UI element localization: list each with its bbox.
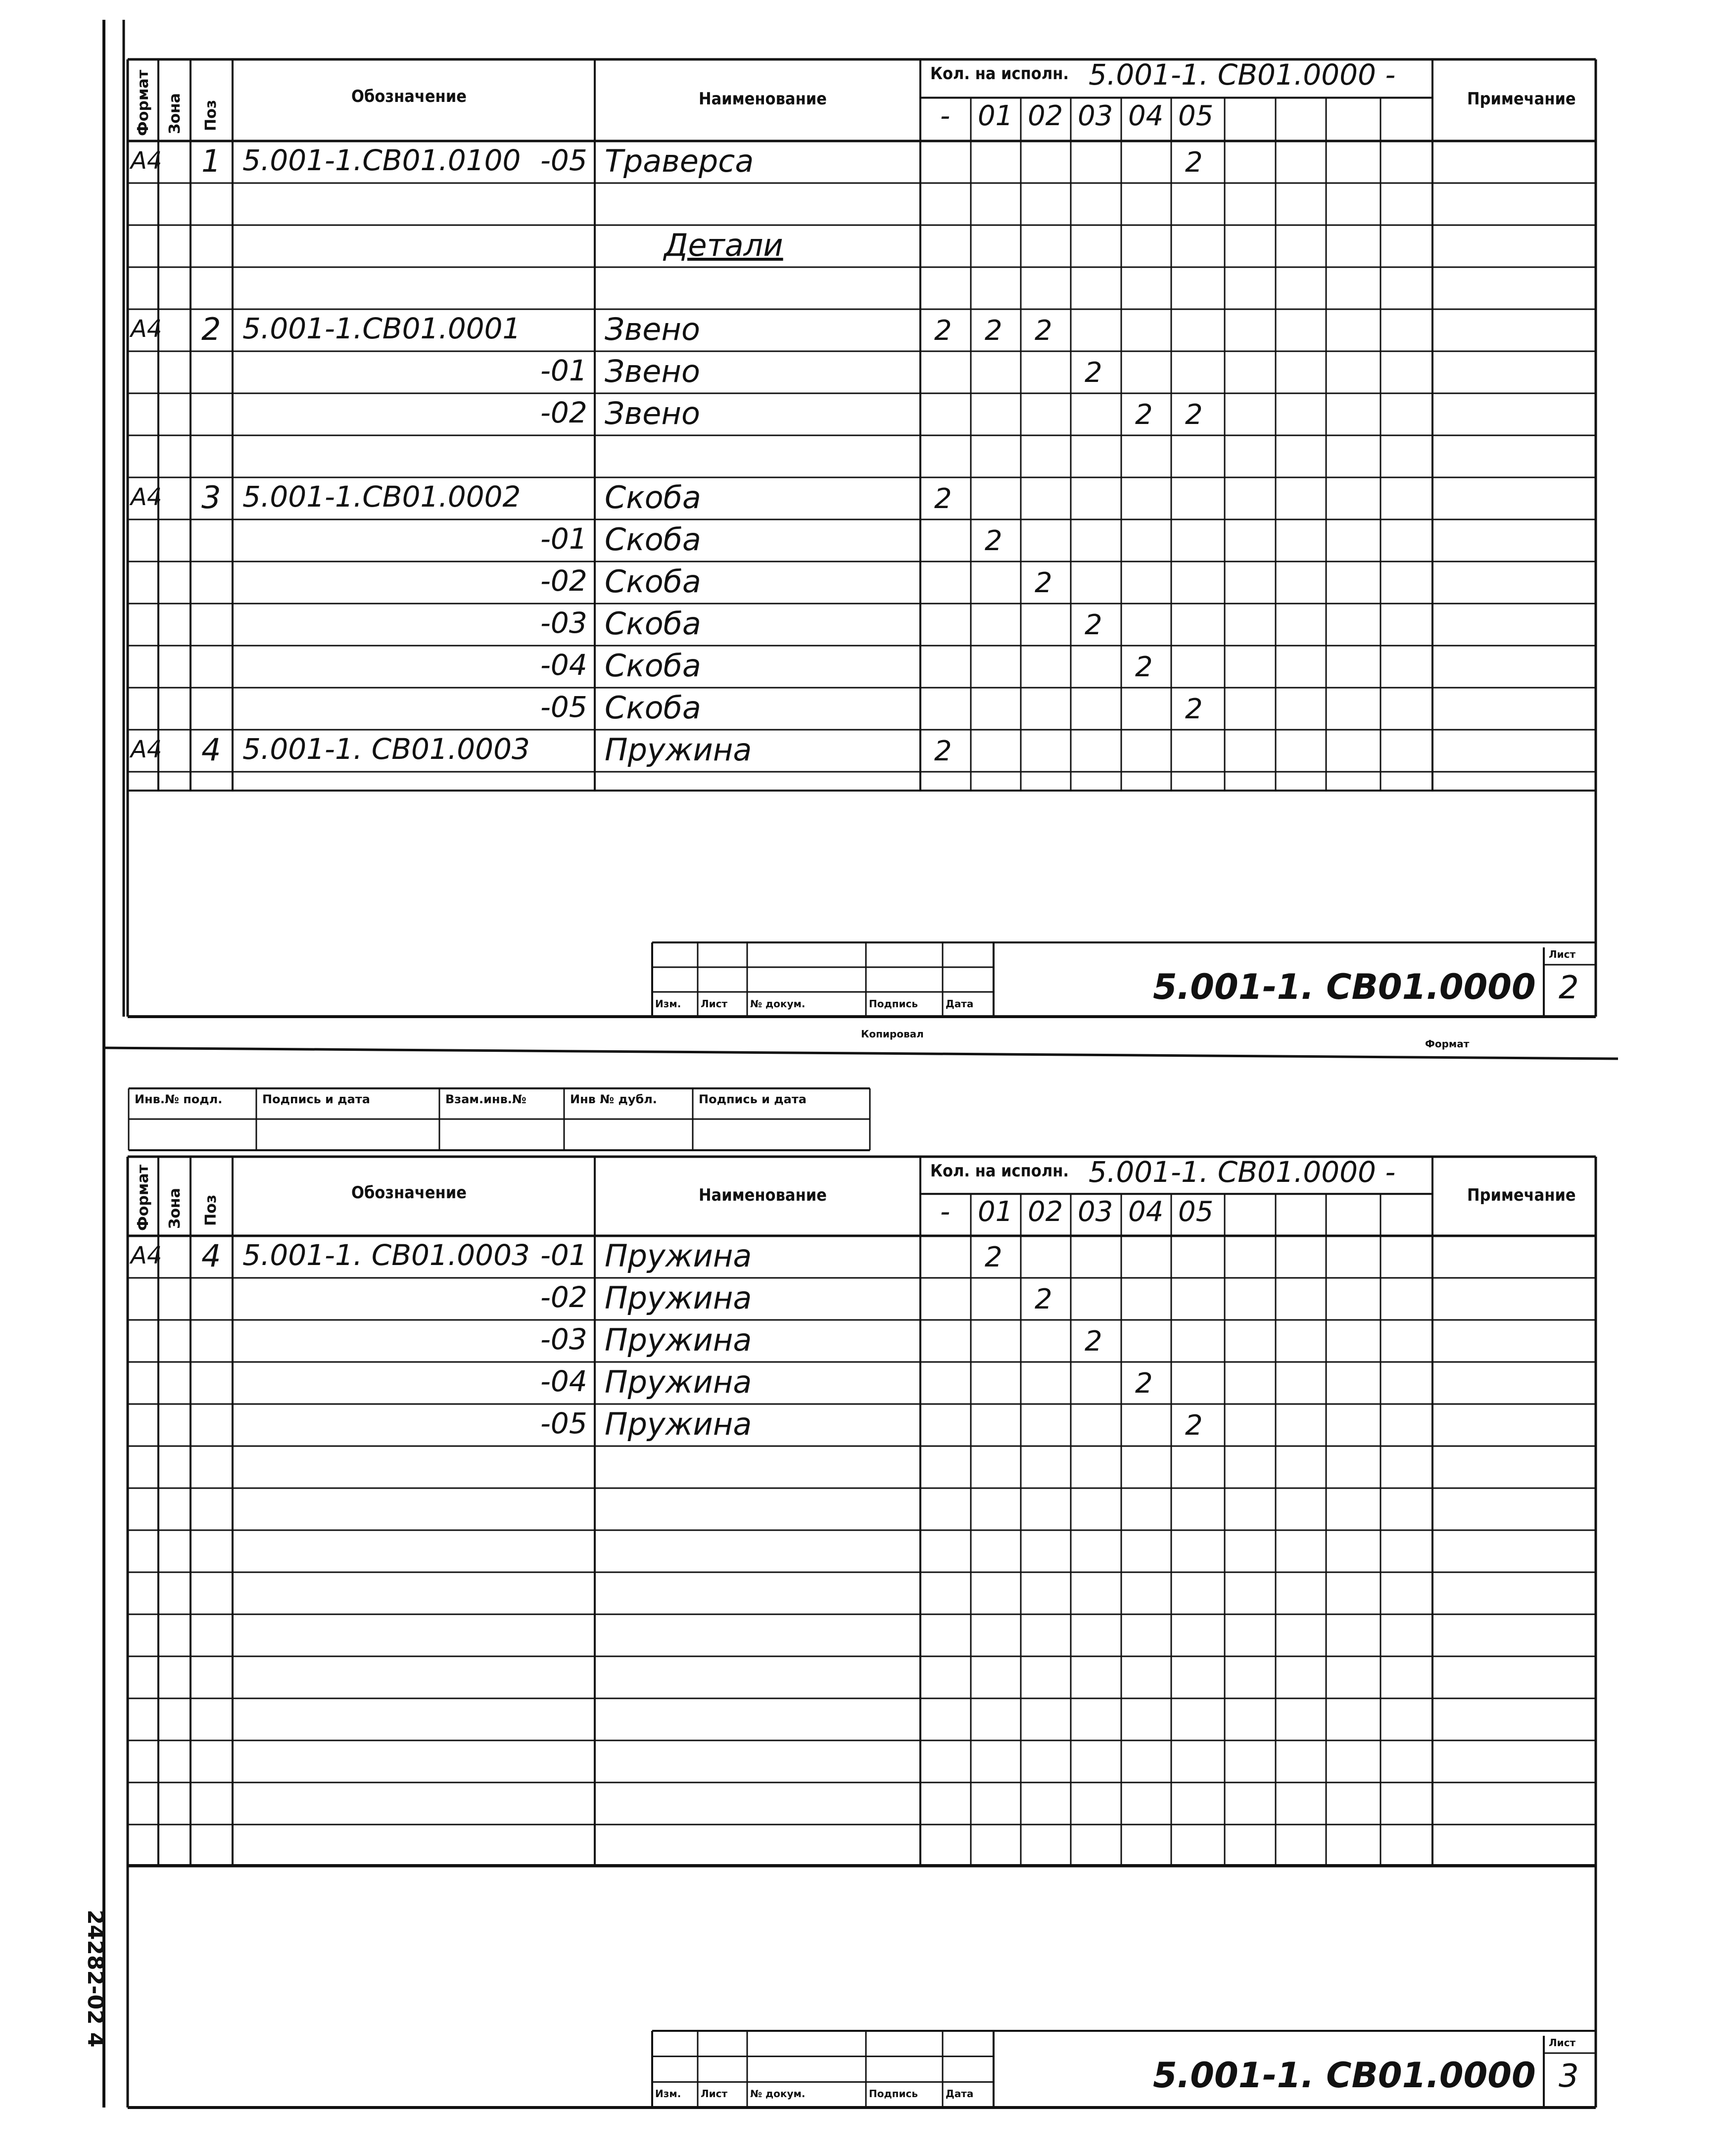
row-qty: 2 xyxy=(934,315,952,347)
header-name: Наименование xyxy=(699,89,827,109)
row-format: А4 xyxy=(131,736,162,764)
row-qty: 2 xyxy=(1185,1409,1203,1442)
row-name: Пружина xyxy=(605,1280,752,1316)
row-name: Детали xyxy=(664,227,783,264)
row-qty: 2 xyxy=(1085,609,1102,642)
row-suffix: -01 xyxy=(540,354,587,388)
variant-02: 02 xyxy=(1028,1196,1063,1228)
header-zone: Зона xyxy=(166,93,184,134)
title-block-label: № докум. xyxy=(750,2088,806,2100)
row-format: А4 xyxy=(131,147,162,175)
variant-01: 01 xyxy=(978,1196,1013,1228)
row-designation: 5.001-1. СВ01.0003 xyxy=(242,1238,530,1272)
header-zone: Зона xyxy=(166,1188,184,1229)
sheet-label: Лист xyxy=(1549,948,1576,960)
row-suffix: -05 xyxy=(540,690,587,724)
copied-label: Копировал xyxy=(861,1028,924,1040)
row-qty: 2 xyxy=(1135,1367,1153,1400)
row-name: Пружина xyxy=(605,732,752,768)
row-pos: 1 xyxy=(201,143,221,180)
sheet-label: Лист xyxy=(1549,2037,1576,2049)
row-pos: 4 xyxy=(201,732,221,768)
header-qty-label: Кол. на исполн. xyxy=(930,64,1069,84)
sheet-number: 3 xyxy=(1559,2058,1579,2095)
row-name: Звено xyxy=(605,395,700,432)
variant-05: 05 xyxy=(1178,99,1214,132)
row-pos: 4 xyxy=(201,1238,221,1274)
header-qty-label: Кол. на исполн. xyxy=(930,1161,1069,1181)
variant-03: 03 xyxy=(1078,99,1113,132)
row-qty: 2 xyxy=(1035,1283,1052,1316)
row-name: Звено xyxy=(605,311,700,348)
top-stamp-label: Взам.инв.№ xyxy=(445,1092,526,1106)
title-block-label: № докум. xyxy=(750,998,806,1010)
top-stamp-label: Инв.№ подл. xyxy=(135,1092,223,1106)
row-name: Скоба xyxy=(605,690,701,726)
row-suffix: -04 xyxy=(540,648,587,682)
row-name: Скоба xyxy=(605,563,701,600)
variant-05: 05 xyxy=(1178,1196,1214,1228)
row-format: А4 xyxy=(131,1242,162,1270)
row-pos: 2 xyxy=(201,311,221,348)
row-suffix: -01 xyxy=(540,522,587,556)
row-qty: 2 xyxy=(1185,693,1203,726)
variant-base: - xyxy=(940,99,951,132)
title-block-label: Дата xyxy=(946,998,974,1010)
header-note: Примечание xyxy=(1467,1185,1576,1205)
row-name: Звено xyxy=(605,353,700,390)
title-block-label: Изм. xyxy=(655,2088,681,2100)
row-suffix: -01 xyxy=(540,1238,587,1272)
variant-04: 04 xyxy=(1128,99,1164,132)
title-block-label: Подпись xyxy=(869,998,918,1010)
row-qty: 2 xyxy=(985,525,1002,558)
row-name: Пружина xyxy=(605,1322,752,1359)
side-registration-number: 24282-02 4 xyxy=(83,1910,108,2048)
variant-base: - xyxy=(940,1196,951,1228)
title-block-label: Лист xyxy=(701,2088,728,2100)
row-suffix: -04 xyxy=(540,1364,587,1399)
row-suffix: -03 xyxy=(540,606,587,640)
row-format: А4 xyxy=(131,483,162,512)
row-qty: 2 xyxy=(1085,357,1102,389)
row-name: Пружина xyxy=(605,1364,752,1401)
row-name: Скоба xyxy=(605,479,701,516)
row-qty: 2 xyxy=(934,735,952,768)
row-suffix: -02 xyxy=(540,1280,587,1314)
row-format: А4 xyxy=(131,315,162,343)
title-block-label: Дата xyxy=(946,2088,974,2100)
header-designation: Обозначение xyxy=(351,1183,467,1203)
row-qty: 2 xyxy=(1035,315,1052,347)
row-qty: 2 xyxy=(985,315,1002,347)
row-suffix: -05 xyxy=(540,143,587,178)
row-designation: 5.001-1.СВ01.0100 xyxy=(242,143,521,178)
rule-line xyxy=(104,1048,1618,1059)
sheet-number: 2 xyxy=(1559,970,1579,1006)
document-code: 5.001-1. СВ01.0000 xyxy=(1153,967,1536,1007)
variant-01: 01 xyxy=(978,99,1013,132)
row-qty: 2 xyxy=(1185,146,1203,179)
title-block-label: Подпись xyxy=(869,2088,918,2100)
header-format: Формат xyxy=(135,1165,152,1231)
variant-02: 02 xyxy=(1028,99,1063,132)
row-suffix: -02 xyxy=(540,564,587,598)
row-qty: 2 xyxy=(934,483,952,516)
header-qty-code: 5.001-1. СВ01.0000 - xyxy=(1089,58,1396,92)
row-name: Скоба xyxy=(605,648,701,684)
top-stamp-label: Подпись и дата xyxy=(699,1092,807,1106)
row-suffix: -02 xyxy=(540,396,587,430)
header-format: Формат xyxy=(135,70,152,136)
title-block-label: Лист xyxy=(701,998,728,1010)
header-qty-code: 5.001-1. СВ01.0000 - xyxy=(1089,1155,1396,1189)
row-qty: 2 xyxy=(1135,651,1153,684)
row-name: Пружина xyxy=(605,1406,752,1443)
row-pos: 3 xyxy=(201,479,221,516)
row-qty: 2 xyxy=(1035,567,1052,600)
row-name: Пружина xyxy=(605,1238,752,1274)
row-designation: 5.001-1.СВ01.0002 xyxy=(242,480,521,514)
row-suffix: -03 xyxy=(540,1322,587,1357)
format-label: Формат xyxy=(1425,1038,1470,1050)
header-pos: Поз xyxy=(202,1194,220,1226)
header-pos: Поз xyxy=(202,99,220,131)
row-name: Скоба xyxy=(605,521,701,558)
row-qty: 2 xyxy=(985,1241,1002,1274)
row-qty: 2 xyxy=(1085,1325,1102,1358)
title-block-label: Изм. xyxy=(655,998,681,1010)
top-stamp-label: Инв № дубл. xyxy=(570,1092,657,1106)
document-code: 5.001-1. СВ01.0000 xyxy=(1153,2055,1536,2096)
row-suffix: -05 xyxy=(540,1406,587,1441)
header-name: Наименование xyxy=(699,1185,827,1205)
variant-04: 04 xyxy=(1128,1196,1164,1228)
row-designation: 5.001-1. СВ01.0003 xyxy=(242,732,530,766)
row-name: Скоба xyxy=(605,606,701,642)
row-name: Траверса xyxy=(605,143,754,180)
header-note: Примечание xyxy=(1467,89,1576,109)
row-designation: 5.001-1.СВ01.0001 xyxy=(242,312,521,346)
row-qty: 2 xyxy=(1135,399,1153,431)
header-designation: Обозначение xyxy=(351,86,467,106)
top-stamp-label: Подпись и дата xyxy=(262,1092,370,1106)
row-qty: 2 xyxy=(1185,399,1203,431)
variant-03: 03 xyxy=(1078,1196,1113,1228)
